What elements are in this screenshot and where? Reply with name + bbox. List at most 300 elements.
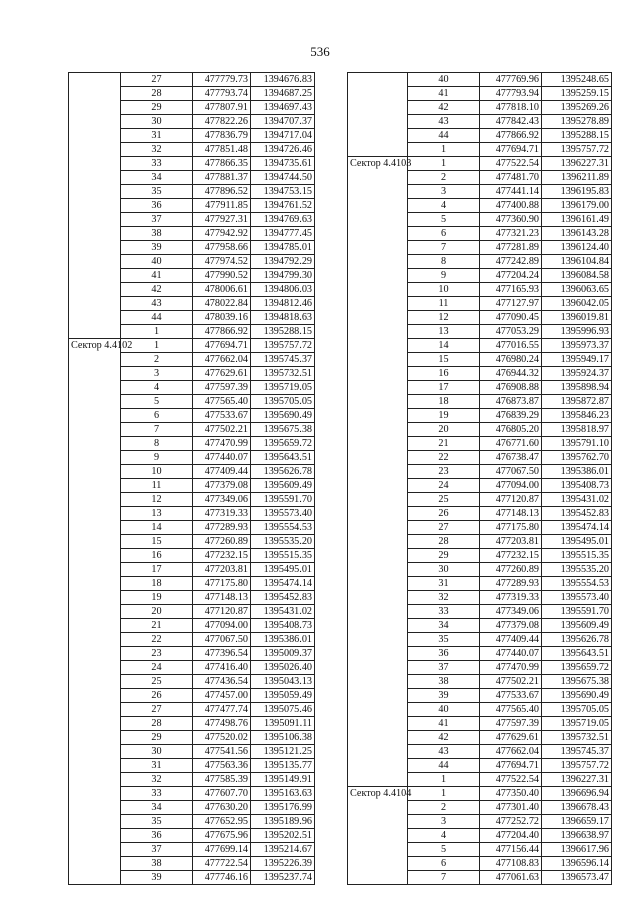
x-coordinate: 477502.21 <box>480 675 542 689</box>
x-coordinate: 478022.84 <box>193 297 251 311</box>
y-coordinate: 1395288.15 <box>251 325 315 339</box>
x-coordinate: 477457.00 <box>193 689 251 703</box>
point-number: 14 <box>408 339 480 353</box>
x-coordinate: 477481.70 <box>480 171 542 185</box>
x-coordinate: 476908.88 <box>480 381 542 395</box>
x-coordinate: 477289.93 <box>480 577 542 591</box>
y-coordinate: 1395719.05 <box>542 717 612 731</box>
point-number: 5 <box>408 843 480 857</box>
point-number: 19 <box>121 591 193 605</box>
point-number: 21 <box>121 619 193 633</box>
point-number: 4 <box>121 381 193 395</box>
point-number: 16 <box>408 367 480 381</box>
y-coordinate: 1395791.10 <box>542 437 612 451</box>
y-coordinate: 1395515.35 <box>542 549 612 563</box>
point-number: 36 <box>408 647 480 661</box>
x-coordinate: 477120.87 <box>480 493 542 507</box>
point-number: 5 <box>121 395 193 409</box>
x-coordinate: 477349.06 <box>193 493 251 507</box>
y-coordinate: 1394753.15 <box>251 185 315 199</box>
y-coordinate: 1396659.17 <box>542 815 612 829</box>
point-number: 36 <box>121 199 193 213</box>
point-number: 12 <box>121 493 193 507</box>
y-coordinate: 1395495.01 <box>542 535 612 549</box>
point-number: 9 <box>121 451 193 465</box>
x-coordinate: 477061.63 <box>480 871 542 885</box>
x-coordinate: 476944.32 <box>480 367 542 381</box>
x-coordinate: 477440.07 <box>480 647 542 661</box>
point-number: 30 <box>121 745 193 759</box>
point-number: 29 <box>408 549 480 563</box>
y-coordinate: 1395924.37 <box>542 367 612 381</box>
x-coordinate: 477319.33 <box>193 507 251 521</box>
point-number: 37 <box>121 213 193 227</box>
point-number: 32 <box>408 591 480 605</box>
y-coordinate: 1395121.25 <box>251 745 315 759</box>
point-number: 38 <box>408 675 480 689</box>
point-number: 27 <box>408 521 480 535</box>
x-coordinate: 477630.20 <box>193 801 251 815</box>
y-coordinate: 1395732.51 <box>251 367 315 381</box>
x-coordinate: 477175.80 <box>480 521 542 535</box>
x-coordinate: 477652.95 <box>193 815 251 829</box>
x-coordinate: 477242.89 <box>480 255 542 269</box>
x-coordinate: 477498.76 <box>193 717 251 731</box>
y-coordinate: 1396227.31 <box>542 773 612 787</box>
point-number: 1 <box>408 143 480 157</box>
x-coordinate: 478039.16 <box>193 311 251 325</box>
x-coordinate: 477436.54 <box>193 675 251 689</box>
point-number: 40 <box>408 73 480 87</box>
y-coordinate: 1395135.77 <box>251 759 315 773</box>
x-coordinate: 477866.35 <box>193 157 251 171</box>
point-number: 41 <box>408 717 480 731</box>
y-coordinate: 1394806.03 <box>251 283 315 297</box>
y-coordinate: 1395643.51 <box>251 451 315 465</box>
y-coordinate: 1394676.83 <box>251 73 315 87</box>
x-coordinate: 477522.54 <box>480 773 542 787</box>
point-number: 8 <box>408 255 480 269</box>
x-coordinate: 477094.00 <box>193 619 251 633</box>
y-coordinate: 1395949.17 <box>542 353 612 367</box>
x-coordinate: 476873.87 <box>480 395 542 409</box>
x-coordinate: 477360.90 <box>480 213 542 227</box>
y-coordinate: 1395149.91 <box>251 773 315 787</box>
y-coordinate: 1396573.47 <box>542 871 612 885</box>
x-coordinate: 477851.48 <box>193 143 251 157</box>
y-coordinate: 1395408.73 <box>251 619 315 633</box>
point-number: 44 <box>408 129 480 143</box>
point-number: 7 <box>408 241 480 255</box>
y-coordinate: 1396124.40 <box>542 241 612 255</box>
point-number: 22 <box>408 451 480 465</box>
y-coordinate: 1396195.83 <box>542 185 612 199</box>
point-number: 33 <box>121 157 193 171</box>
x-coordinate: 477204.40 <box>480 829 542 843</box>
x-coordinate: 477675.96 <box>193 829 251 843</box>
point-number: 12 <box>408 311 480 325</box>
x-coordinate: 477769.96 <box>480 73 542 87</box>
x-coordinate: 477520.02 <box>193 731 251 745</box>
point-number: 20 <box>121 605 193 619</box>
x-coordinate: 477156.44 <box>480 843 542 857</box>
x-coordinate: 476805.20 <box>480 423 542 437</box>
point-number: 19 <box>408 409 480 423</box>
y-coordinate: 1395705.05 <box>251 395 315 409</box>
x-coordinate: 477470.99 <box>193 437 251 451</box>
y-coordinate: 1396143.28 <box>542 227 612 241</box>
x-coordinate: 477379.08 <box>193 479 251 493</box>
y-coordinate: 1395705.05 <box>542 703 612 717</box>
point-number: 39 <box>408 689 480 703</box>
x-coordinate: 477204.24 <box>480 269 542 283</box>
point-number: 28 <box>121 87 193 101</box>
point-number: 1 <box>408 157 480 171</box>
point-number: 42 <box>121 283 193 297</box>
y-coordinate: 1395259.15 <box>542 87 612 101</box>
point-number: 6 <box>408 857 480 871</box>
x-coordinate: 477990.52 <box>193 269 251 283</box>
point-number: 18 <box>121 577 193 591</box>
y-coordinate: 1395659.72 <box>542 661 612 675</box>
point-number: 35 <box>121 815 193 829</box>
y-coordinate: 1395757.72 <box>542 143 612 157</box>
point-number: 38 <box>121 227 193 241</box>
point-number: 30 <box>408 563 480 577</box>
point-number: 3 <box>121 367 193 381</box>
y-coordinate: 1395452.83 <box>542 507 612 521</box>
y-coordinate: 1395719.05 <box>251 381 315 395</box>
point-number: 41 <box>121 269 193 283</box>
y-coordinate: 1394717.04 <box>251 129 315 143</box>
x-coordinate: 477067.50 <box>193 633 251 647</box>
x-coordinate: 476980.24 <box>480 353 542 367</box>
y-coordinate: 1395431.02 <box>251 605 315 619</box>
point-number: 40 <box>121 255 193 269</box>
y-coordinate: 1395386.01 <box>542 465 612 479</box>
y-coordinate: 1395515.35 <box>251 549 315 563</box>
point-number: 11 <box>408 297 480 311</box>
x-coordinate: 477779.73 <box>193 73 251 87</box>
x-coordinate: 477842.43 <box>480 115 542 129</box>
point-number: 23 <box>408 465 480 479</box>
x-coordinate: 477260.89 <box>193 535 251 549</box>
y-coordinate: 1395452.83 <box>251 591 315 605</box>
x-coordinate: 477090.45 <box>480 311 542 325</box>
x-coordinate: 477746.16 <box>193 871 251 885</box>
y-coordinate: 1395026.40 <box>251 661 315 675</box>
x-coordinate: 477522.54 <box>480 157 542 171</box>
point-number: 34 <box>121 801 193 815</box>
y-coordinate: 1396678.43 <box>542 801 612 815</box>
point-number: 26 <box>121 689 193 703</box>
x-coordinate: 477400.88 <box>480 199 542 213</box>
table-row <box>348 73 612 87</box>
y-coordinate: 1395690.49 <box>251 409 315 423</box>
x-coordinate: 477175.80 <box>193 577 251 591</box>
x-coordinate: 477409.44 <box>480 633 542 647</box>
x-coordinate: 477108.83 <box>480 857 542 871</box>
y-coordinate: 1395237.74 <box>251 871 315 885</box>
x-coordinate: 477793.74 <box>193 87 251 101</box>
point-number: 34 <box>121 171 193 185</box>
point-number: 20 <box>408 423 480 437</box>
point-number: 4 <box>408 199 480 213</box>
sector-label: Сектор 4.4102 <box>69 339 121 885</box>
y-coordinate: 1396211.89 <box>542 171 612 185</box>
y-coordinate: 1395535.20 <box>251 535 315 549</box>
y-coordinate: 1395091.11 <box>251 717 315 731</box>
y-coordinate: 1395675.38 <box>542 675 612 689</box>
y-coordinate: 1394707.37 <box>251 115 315 129</box>
point-number: 6 <box>408 227 480 241</box>
point-number: 35 <box>121 185 193 199</box>
y-coordinate: 1396161.49 <box>542 213 612 227</box>
x-coordinate: 477148.13 <box>480 507 542 521</box>
point-number: 3 <box>408 815 480 829</box>
y-coordinate: 1394735.61 <box>251 157 315 171</box>
y-coordinate: 1395573.40 <box>542 591 612 605</box>
x-coordinate: 477629.61 <box>480 731 542 745</box>
x-coordinate: 477881.37 <box>193 171 251 185</box>
y-coordinate: 1394812.46 <box>251 297 315 311</box>
x-coordinate: 477896.52 <box>193 185 251 199</box>
point-number: 40 <box>408 703 480 717</box>
point-number: 37 <box>408 661 480 675</box>
point-number: 37 <box>121 843 193 857</box>
x-coordinate: 476771.60 <box>480 437 542 451</box>
x-coordinate: 477563.36 <box>193 759 251 773</box>
x-coordinate: 477053.29 <box>480 325 542 339</box>
y-coordinate: 1395609.49 <box>542 619 612 633</box>
x-coordinate: 477301.40 <box>480 801 542 815</box>
y-coordinate: 1395269.26 <box>542 101 612 115</box>
y-coordinate: 1396042.05 <box>542 297 612 311</box>
point-number: 32 <box>121 773 193 787</box>
x-coordinate: 477502.21 <box>193 423 251 437</box>
y-coordinate: 1395818.97 <box>542 423 612 437</box>
point-number: 23 <box>121 647 193 661</box>
y-coordinate: 1395043.13 <box>251 675 315 689</box>
point-number: 36 <box>121 829 193 843</box>
x-coordinate: 477203.81 <box>193 563 251 577</box>
y-coordinate: 1395643.51 <box>542 647 612 661</box>
point-number: 42 <box>408 101 480 115</box>
y-coordinate: 1395659.72 <box>251 437 315 451</box>
y-coordinate: 1395214.67 <box>251 843 315 857</box>
y-coordinate: 1395573.40 <box>251 507 315 521</box>
x-coordinate: 477148.13 <box>193 591 251 605</box>
x-coordinate: 477565.40 <box>480 703 542 717</box>
point-number: 13 <box>408 325 480 339</box>
point-number: 27 <box>121 73 193 87</box>
sector-label: Сектор 4.4104 <box>348 787 408 885</box>
point-number: 31 <box>121 759 193 773</box>
sector-label: Сектор 4.4103 <box>348 157 408 787</box>
x-coordinate: 477232.15 <box>480 549 542 563</box>
y-coordinate: 1395872.87 <box>542 395 612 409</box>
y-coordinate: 1394687.25 <box>251 87 315 101</box>
y-coordinate: 1395973.37 <box>542 339 612 353</box>
point-number: 25 <box>121 675 193 689</box>
y-coordinate: 1395106.38 <box>251 731 315 745</box>
y-coordinate: 1395163.63 <box>251 787 315 801</box>
y-coordinate: 1395474.14 <box>542 521 612 535</box>
x-coordinate: 477699.14 <box>193 843 251 857</box>
x-coordinate: 477597.39 <box>193 381 251 395</box>
y-coordinate: 1395757.72 <box>542 759 612 773</box>
x-coordinate: 477379.08 <box>480 619 542 633</box>
x-coordinate: 477694.71 <box>480 759 542 773</box>
point-number: 42 <box>408 731 480 745</box>
point-number: 32 <box>121 143 193 157</box>
point-number: 3 <box>408 185 480 199</box>
y-coordinate: 1395554.53 <box>251 521 315 535</box>
x-coordinate: 477822.26 <box>193 115 251 129</box>
point-number: 29 <box>121 731 193 745</box>
point-number: 17 <box>408 381 480 395</box>
point-number: 18 <box>408 395 480 409</box>
point-number: 1 <box>121 325 193 339</box>
x-coordinate: 477016.55 <box>480 339 542 353</box>
point-number: 22 <box>121 633 193 647</box>
point-number: 31 <box>408 577 480 591</box>
point-number: 39 <box>121 871 193 885</box>
y-coordinate: 1396179.00 <box>542 199 612 213</box>
x-coordinate: 477807.91 <box>193 101 251 115</box>
point-number: 14 <box>121 521 193 535</box>
point-number: 16 <box>121 549 193 563</box>
x-coordinate: 477470.99 <box>480 661 542 675</box>
y-coordinate: 1395675.38 <box>251 423 315 437</box>
x-coordinate: 477585.39 <box>193 773 251 787</box>
x-coordinate: 477396.54 <box>193 647 251 661</box>
x-coordinate: 477260.89 <box>480 563 542 577</box>
point-number: 38 <box>121 857 193 871</box>
x-coordinate: 477094.00 <box>480 479 542 493</box>
x-coordinate: 476839.29 <box>480 409 542 423</box>
x-coordinate: 477927.31 <box>193 213 251 227</box>
point-number: 24 <box>121 661 193 675</box>
point-number: 8 <box>121 437 193 451</box>
x-coordinate: 477662.04 <box>480 745 542 759</box>
y-coordinate: 1394785.01 <box>251 241 315 255</box>
y-coordinate: 1395745.37 <box>251 353 315 367</box>
point-number: 43 <box>408 745 480 759</box>
y-coordinate: 1396227.31 <box>542 157 612 171</box>
x-coordinate: 477694.71 <box>480 143 542 157</box>
x-coordinate: 478006.61 <box>193 283 251 297</box>
coordinates-table-right <box>347 72 612 885</box>
y-coordinate: 1395474.14 <box>251 577 315 591</box>
point-number: 28 <box>408 535 480 549</box>
point-number: 25 <box>408 493 480 507</box>
y-coordinate: 1394818.63 <box>251 311 315 325</box>
y-coordinate: 1395762.70 <box>542 451 612 465</box>
point-number: 10 <box>121 465 193 479</box>
y-coordinate: 1395996.93 <box>542 325 612 339</box>
point-number: 10 <box>408 283 480 297</box>
x-coordinate: 477281.89 <box>480 241 542 255</box>
y-coordinate: 1395626.78 <box>251 465 315 479</box>
y-coordinate: 1395202.51 <box>251 829 315 843</box>
x-coordinate: 477477.74 <box>193 703 251 717</box>
y-coordinate: 1395609.49 <box>251 479 315 493</box>
y-coordinate: 1395732.51 <box>542 731 612 745</box>
point-number: 33 <box>408 605 480 619</box>
sector-label <box>348 73 408 157</box>
y-coordinate: 1396696.94 <box>542 787 612 801</box>
point-number: 1 <box>408 773 480 787</box>
table-row <box>348 787 612 801</box>
y-coordinate: 1394799.30 <box>251 269 315 283</box>
y-coordinate: 1395591.70 <box>251 493 315 507</box>
table-row <box>348 157 612 171</box>
point-number: 15 <box>121 535 193 549</box>
y-coordinate: 1395495.01 <box>251 563 315 577</box>
x-coordinate: 477203.81 <box>480 535 542 549</box>
y-coordinate: 1395176.99 <box>251 801 315 815</box>
y-coordinate: 1395591.70 <box>542 605 612 619</box>
y-coordinate: 1396617.96 <box>542 843 612 857</box>
x-coordinate: 477321.23 <box>480 227 542 241</box>
point-number: 17 <box>121 563 193 577</box>
point-number: 44 <box>121 311 193 325</box>
x-coordinate: 477565.40 <box>193 395 251 409</box>
y-coordinate: 1394761.52 <box>251 199 315 213</box>
y-coordinate: 1395846.23 <box>542 409 612 423</box>
x-coordinate: 477416.40 <box>193 661 251 675</box>
x-coordinate: 477958.66 <box>193 241 251 255</box>
y-coordinate: 1396638.97 <box>542 829 612 843</box>
y-coordinate: 1395189.96 <box>251 815 315 829</box>
y-coordinate: 1395248.65 <box>542 73 612 87</box>
point-number: 34 <box>408 619 480 633</box>
x-coordinate: 477120.87 <box>193 605 251 619</box>
y-coordinate: 1395757.72 <box>251 339 315 353</box>
x-coordinate: 477165.93 <box>480 283 542 297</box>
y-coordinate: 1395226.39 <box>251 857 315 871</box>
y-coordinate: 1395690.49 <box>542 689 612 703</box>
y-coordinate: 1394726.46 <box>251 143 315 157</box>
x-coordinate: 477127.97 <box>480 297 542 311</box>
table-row <box>69 339 315 353</box>
x-coordinate: 477818.10 <box>480 101 542 115</box>
x-coordinate: 477533.67 <box>193 409 251 423</box>
point-number: 2 <box>121 353 193 367</box>
y-coordinate: 1395278.89 <box>542 115 612 129</box>
x-coordinate: 477722.54 <box>193 857 251 871</box>
x-coordinate: 477629.61 <box>193 367 251 381</box>
x-coordinate: 476738.47 <box>480 451 542 465</box>
x-coordinate: 477911.85 <box>193 199 251 213</box>
x-coordinate: 477662.04 <box>193 353 251 367</box>
y-coordinate: 1395288.15 <box>542 129 612 143</box>
point-number: 33 <box>121 787 193 801</box>
x-coordinate: 477866.92 <box>193 325 251 339</box>
x-coordinate: 477793.94 <box>480 87 542 101</box>
y-coordinate: 1395009.37 <box>251 647 315 661</box>
point-number: 28 <box>121 717 193 731</box>
point-number: 27 <box>121 703 193 717</box>
x-coordinate: 477866.92 <box>480 129 542 143</box>
point-number: 13 <box>121 507 193 521</box>
y-coordinate: 1396104.84 <box>542 255 612 269</box>
x-coordinate: 477974.52 <box>193 255 251 269</box>
page-number: 536 <box>310 44 330 59</box>
y-coordinate: 1394792.29 <box>251 255 315 269</box>
x-coordinate: 477541.56 <box>193 745 251 759</box>
